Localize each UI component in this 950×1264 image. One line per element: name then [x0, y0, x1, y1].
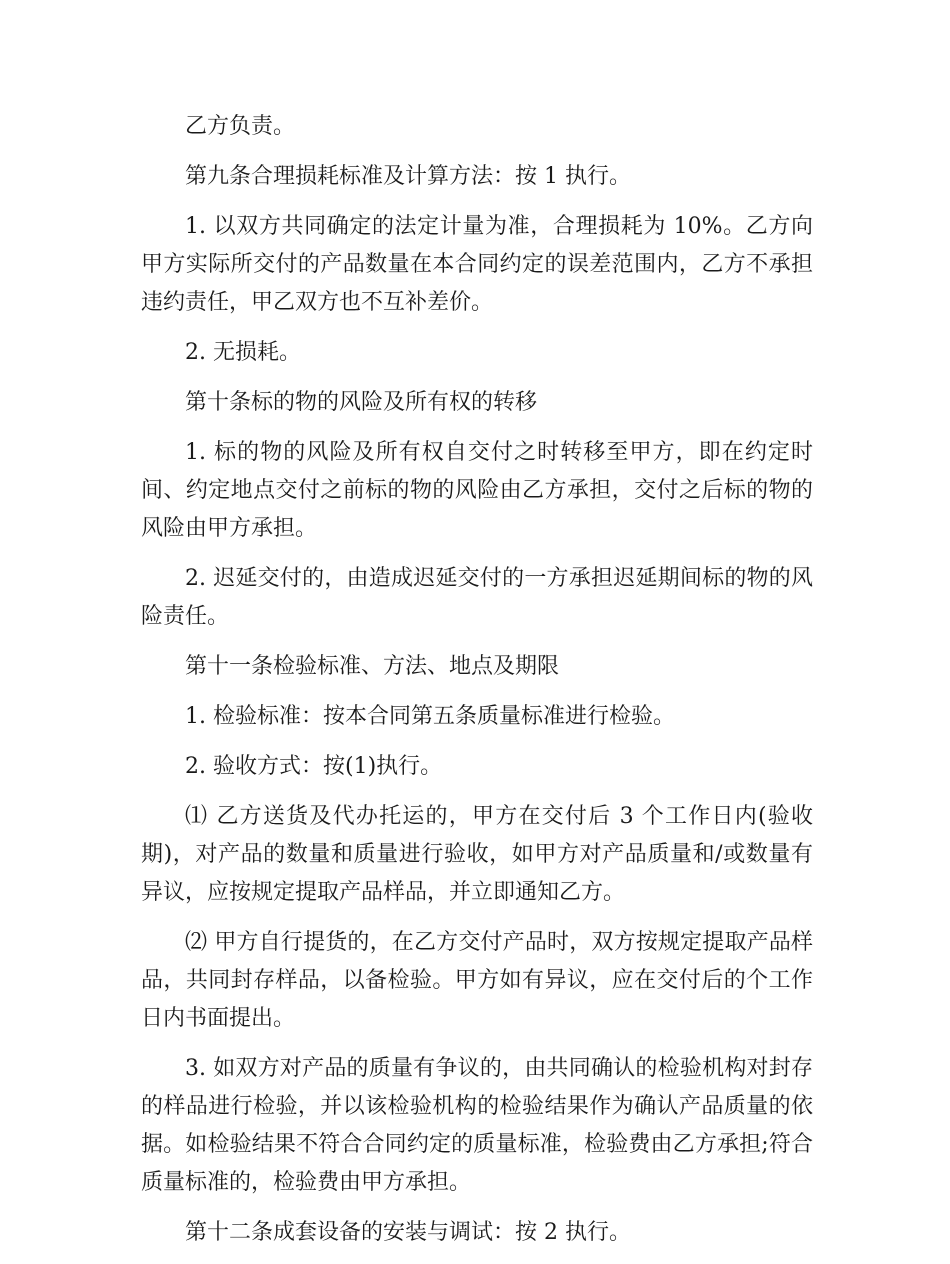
article-11-item-2: 2. 验收方式：按(1)执行。	[185, 754, 443, 779]
article-12-heading: 第十二条成套设备的安装与调试：按 2 执行。	[185, 1220, 631, 1245]
article-9-item-2: 2. 无损耗。	[185, 340, 301, 365]
article-9-item-1: 1. 以双方共同确定的法定计量为准，合理损耗为 10%。乙方向甲方实际所交付的产品数量在本合同约定的误差范围内，乙方不承担违约责任，甲乙双方也不互补差价。	[141, 214, 813, 315]
article-11-item-3: 3. 如双方对产品的质量有争议的，由共同确认的检验机构对封存的样品进行检验，并以该检验机构的检验结果作为确认产品质量的依据。如检验结果不符合合同约定的质量标准，检验费由乙方承担;符合质量标准的，检验费由甲方承担。	[141, 1056, 813, 1195]
article-10-item-2: 2. 迟延交付的，由造成迟延交付的一方承担迟延期间标的物的风险责任。	[141, 566, 813, 629]
article-11-item-1: 1. 检验标准：按本合同第五条质量标准进行检验。	[185, 704, 675, 729]
article-10-heading: 第十条标的物的风险及所有权的转移	[185, 390, 538, 415]
article-10-item-1: 1. 标的物的风险及所有权自交付之时转移至甲方，即在约定时间、约定地点交付之前标的物的风险由乙方承担，交付之后标的物的风险由甲方承担。	[141, 440, 813, 541]
article-9-heading: 第九条合理损耗标准及计算方法：按 1 执行。	[185, 164, 631, 189]
article-11-item-2-sub-2: ⑵ 甲方自行提货的，在乙方交付产品时，双方按规定提取产品样品，共同封存样品，以备检验。甲方如有异议，应在交付后的个工作日内书面提出。	[141, 930, 813, 1031]
article-11-item-2-sub-1: ⑴ 乙方送货及代办托运的，甲方在交付后 3 个工作日内(验收期)，对产品的数量和质量进行验收，如甲方对产品质量和/或数量有异议，应按规定提取产品样品，并立即通知乙方。	[141, 804, 813, 905]
article-11-heading: 第十一条检验标准、方法、地点及期限	[185, 654, 560, 679]
paragraph-continuation: 乙方负责。	[185, 114, 296, 139]
document-body	[141, 108, 813, 1264]
